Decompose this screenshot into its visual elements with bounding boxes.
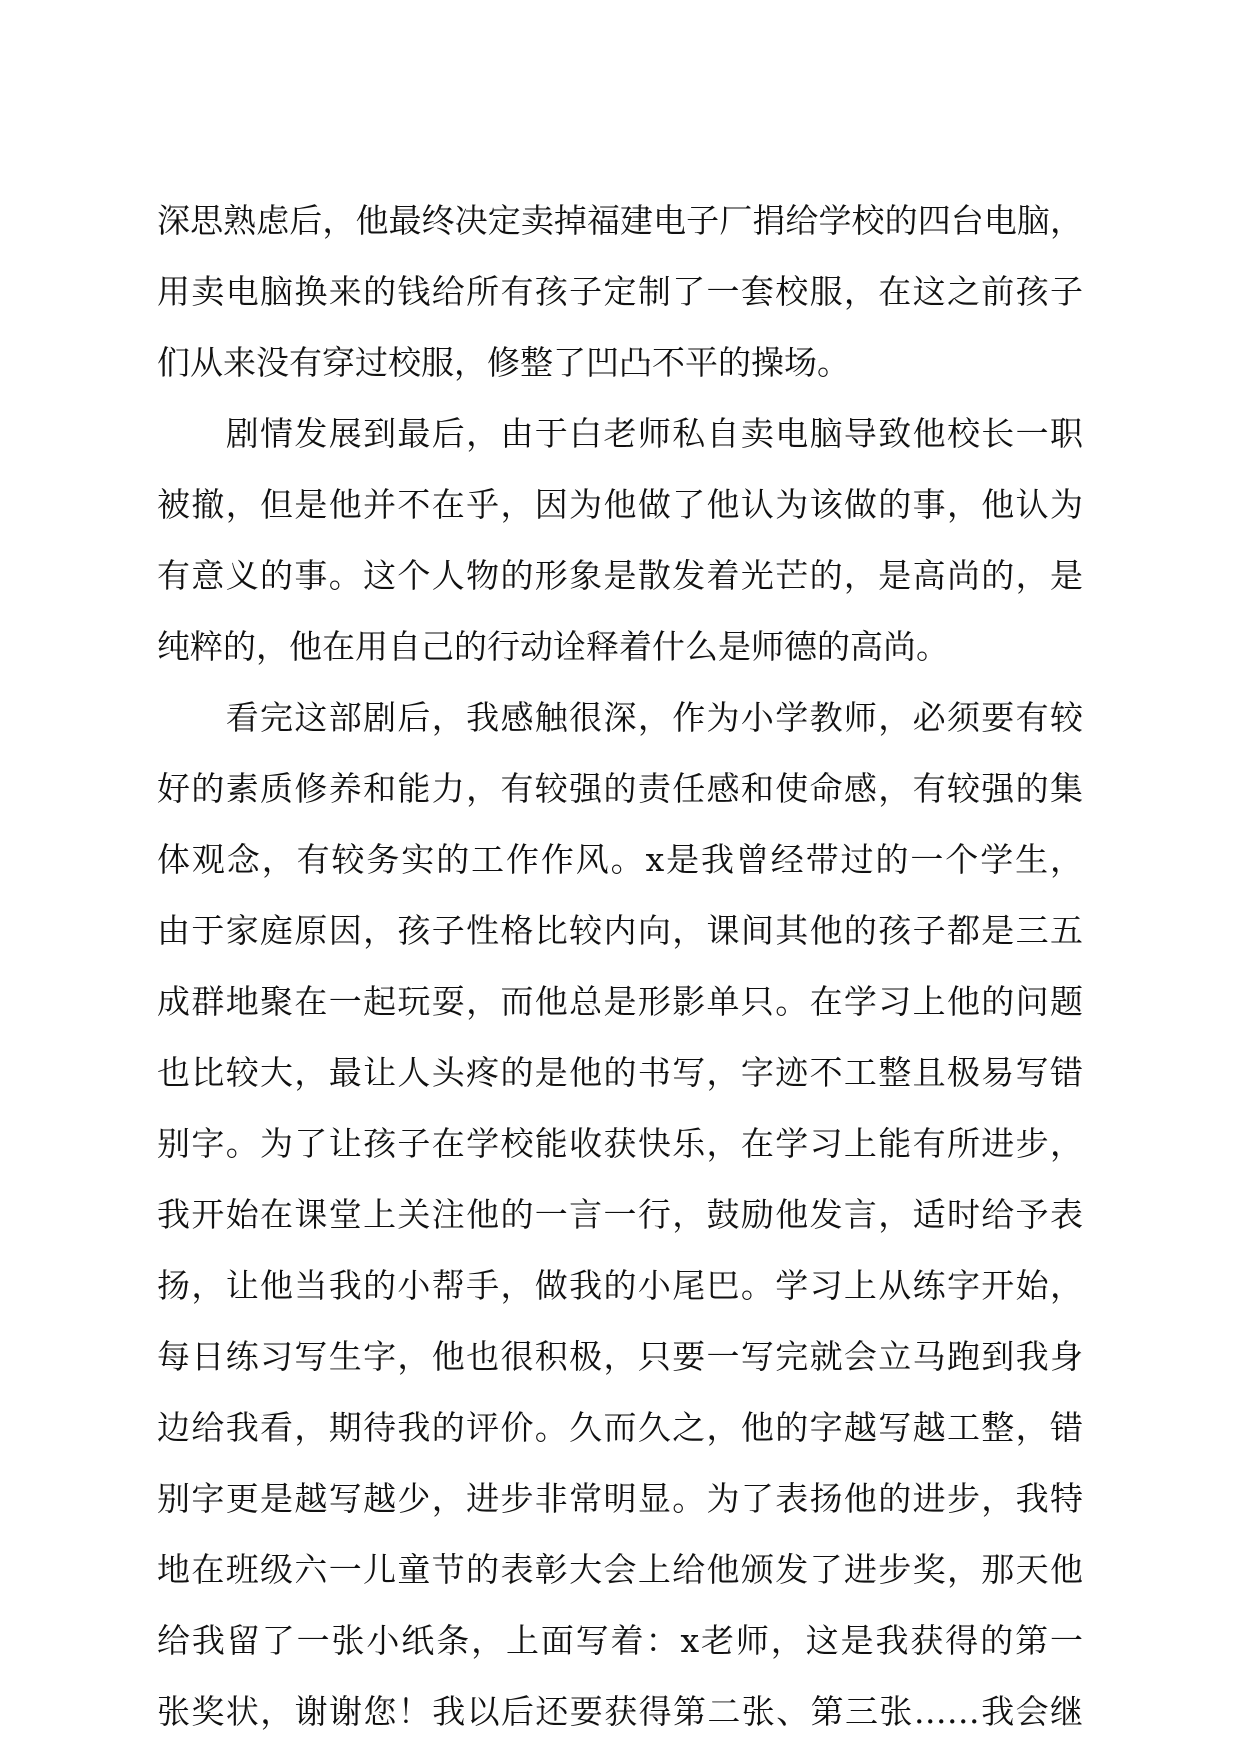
text-line: 体观念，有较务实的工作作风。x是我曾经带过的一个学生， xyxy=(157,840,1083,879)
text-line: 每日练习写生字，他也很积极，只要一写完就会立马跑到我身 xyxy=(157,1337,1083,1376)
text-line: 纯粹的，他在用自己的行动诠释着什么是师德的高尚。 xyxy=(157,627,949,666)
text-line: 别字。为了让孩子在学校能收获快乐，在学习上能有所进步， xyxy=(157,1124,1083,1163)
text-line: 们从来没有穿过校服，修整了凹凸不平的操场。 xyxy=(157,343,850,382)
text-line: 地在班级六一儿童节的表彰大会上给他颁发了进步奖，那天他 xyxy=(157,1550,1083,1589)
text-line: 张奖状，谢谢您！我以后还要获得第二张、第三张……我会继 xyxy=(157,1692,1083,1731)
text-line: 我开始在课堂上关注他的一言一行，鼓励他发言，适时给予表 xyxy=(157,1195,1083,1234)
text-line: 也比较大，最让人头疼的是他的书写，字迹不工整且极易写错 xyxy=(157,1053,1083,1092)
text-line: 用卖电脑换来的钱给所有孩子定制了一套校服，在这之前孩子 xyxy=(157,272,1083,311)
text-line: 好的素质修养和能力，有较强的责任感和使命感，有较强的集 xyxy=(157,769,1083,808)
text-line: 剧情发展到最后，由于白老师私自卖电脑导致他校长一职 xyxy=(157,414,1083,453)
text-line: 深思熟虑后，他最终决定卖掉福建电子厂捐给学校的四台电脑， xyxy=(157,201,1083,240)
text-line: 扬，让他当我的小帮手，做我的小尾巴。学习上从练字开始， xyxy=(157,1266,1083,1305)
text-line: 被撤，但是他并不在乎，因为他做了他认为该做的事，他认为 xyxy=(157,485,1083,524)
body-text xyxy=(157,185,1083,1747)
text-line: 给我留了一张小纸条，上面写着：x老师，这是我获得的第一 xyxy=(157,1621,1083,1660)
text-line: 边给我看，期待我的评价。久而久之，他的字越写越工整，错 xyxy=(157,1408,1083,1447)
text-line: 成群地聚在一起玩耍，而他总是形影单只。在学习上他的问题 xyxy=(157,982,1083,1021)
text-line: 由于家庭原因，孩子性格比较内向，课间其他的孩子都是三五 xyxy=(157,911,1083,950)
text-line: 看完这部剧后，我感触很深，作为小学教师，必须要有较 xyxy=(157,698,1083,737)
text-line: 有意义的事。这个人物的形象是散发着光芒的，是高尚的，是 xyxy=(157,556,1083,595)
text-line: 别字更是越写越少，进步非常明显。为了表扬他的进步，我特 xyxy=(157,1479,1083,1518)
